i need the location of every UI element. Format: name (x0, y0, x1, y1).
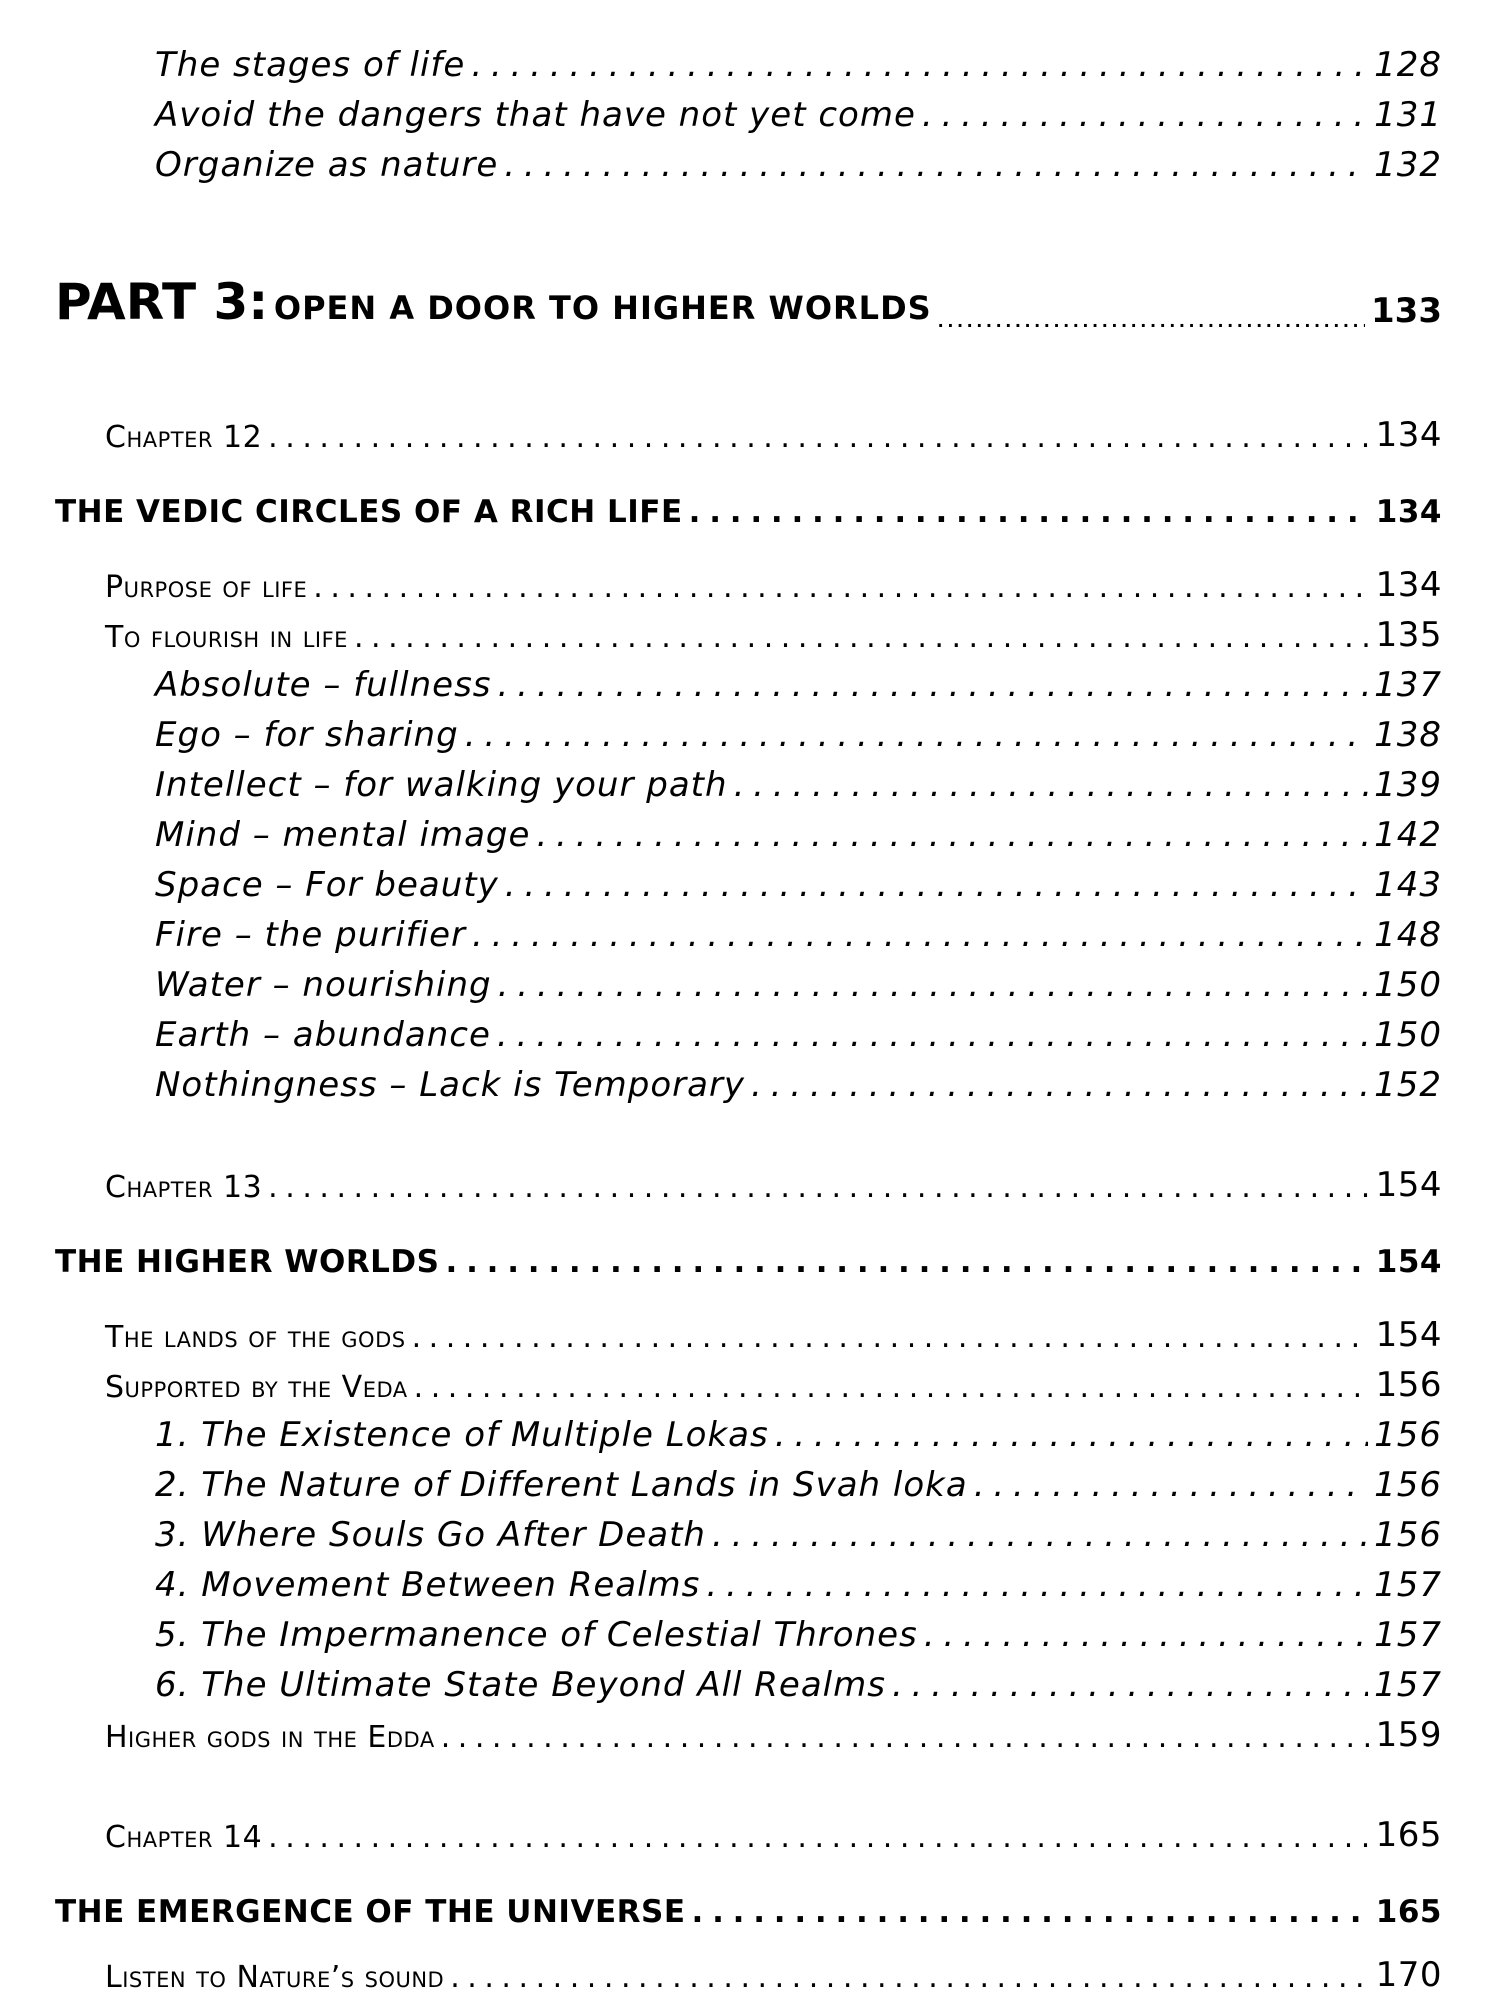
dot-leader (751, 1065, 1368, 1105)
toc-page-number: 156 (1375, 1365, 1442, 1405)
toc-entry-title: 6. The Ultimate State Beyond All Realms (155, 1665, 886, 1705)
toc-page-number: 132 (1374, 145, 1442, 185)
toc-subsection-entry[interactable] (0, 125, 1500, 185)
dot-leader (268, 1170, 1369, 1205)
toc-part-entry[interactable] (0, 265, 1500, 331)
toc-chapter-label-entry[interactable] (0, 395, 1500, 455)
toc-page-number: 137 (1374, 665, 1442, 705)
dot-leader (441, 1720, 1370, 1755)
toc-entry-title: Chapter 12 (105, 420, 263, 455)
toc-page-number: 165 (1375, 1894, 1442, 1930)
toc-page-number: 156 (1374, 1465, 1442, 1505)
toc-entry-title: Supported by the Veda (105, 1370, 408, 1405)
toc-entry-title: Organize as nature (155, 145, 499, 185)
toc-page-number: 128 (1374, 45, 1442, 85)
toc-entry-title: Chapter 13 (105, 1170, 263, 1205)
toc-entry-title: THE HIGHER WORLDS (55, 1244, 440, 1280)
toc-page-number: 154 (1375, 1244, 1442, 1280)
toc-section-entry[interactable] (0, 1935, 1500, 1995)
toc-page-number: 142 (1374, 815, 1442, 855)
toc-page-number: 148 (1374, 915, 1442, 955)
toc-chapter-title-entry[interactable] (0, 470, 1500, 530)
toc-page-number: 150 (1374, 1015, 1442, 1055)
toc-chapter-label-entry[interactable] (0, 1145, 1500, 1205)
toc-page-number: 156 (1374, 1515, 1442, 1555)
toc-page-number: 135 (1375, 615, 1442, 655)
toc-page-number: 159 (1375, 1715, 1442, 1755)
dot-leader (268, 420, 1369, 455)
dot-leader (938, 312, 1365, 331)
toc-page-number: 152 (1374, 1065, 1442, 1105)
toc-entry-title: To flourish in life (105, 620, 348, 655)
toc-entry-title: 4. Movement Between Realms (155, 1565, 701, 1605)
toc-entry-title: Higher gods in the Edda (105, 1720, 435, 1755)
toc-page-number: 157 (1374, 1615, 1442, 1655)
toc-entry-title: Avoid the dangers that have not yet come (155, 95, 916, 135)
toc-entry-title: THE EMERGENCE OF THE UNIVERSE (55, 1894, 686, 1930)
toc-page-number: 134 (1375, 565, 1442, 605)
toc-entry-title: The lands of the gods (105, 1320, 406, 1355)
toc-entry-title: Chapter 14 (105, 1820, 263, 1855)
dot-leader (692, 1894, 1370, 1930)
dot-leader (450, 1960, 1369, 1995)
toc-entry-title: Listen to Nature’s sound (105, 1960, 445, 1995)
toc-entry-title: Ego – for sharing (155, 715, 459, 755)
toc-entry-title: The stages of life (155, 45, 466, 85)
toc-page-number: 154 (1375, 1165, 1442, 1205)
dot-leader (268, 1820, 1369, 1855)
toc-entry-title: Earth – abundance (155, 1015, 491, 1055)
dot-leader (689, 494, 1370, 530)
toc-page-number: 138 (1374, 715, 1442, 755)
toc-page-number: 170 (1375, 1955, 1442, 1995)
toc-page-number: 157 (1374, 1565, 1442, 1605)
toc-entry-title: Water – nourishing (155, 965, 492, 1005)
toc-entry-title: Purpose of life (105, 570, 308, 605)
toc-chapter-title-entry[interactable] (0, 1870, 1500, 1930)
toc-page-number: 165 (1375, 1815, 1442, 1855)
toc-part-prefix: PART 3: (55, 273, 269, 331)
toc-part-title (55, 273, 932, 331)
toc-chapter-title-entry[interactable] (0, 1220, 1500, 1280)
toc-chapter-label-entry[interactable] (0, 1795, 1500, 1855)
toc-part-name: OPEN A DOOR TO HIGHER WORLDS (273, 289, 932, 327)
toc-page-number: 134 (1375, 415, 1442, 455)
toc-entry-title: 1. The Existence of Multiple Lokas (155, 1415, 769, 1455)
toc-page-number: 143 (1374, 865, 1442, 905)
toc-page-number: 157 (1374, 1665, 1442, 1705)
toc-entry-title: Fire – the purifier (155, 915, 466, 955)
toc-entry-title: 3. Where Souls Go After Death (155, 1515, 706, 1555)
toc-entry-title: Absolute – fullness (155, 665, 492, 705)
toc-entry-title: Intellect – for walking your path (155, 765, 728, 805)
dot-leader (504, 145, 1368, 185)
toc-page-number: 139 (1374, 765, 1442, 805)
toc-page-number: 133 (1371, 291, 1442, 331)
toc-subsection-entry[interactable] (0, 1045, 1500, 1105)
dot-leader (446, 1244, 1370, 1280)
toc-entry-title: Space – For beauty (155, 865, 499, 905)
toc-page-number: 154 (1375, 1315, 1442, 1355)
toc-page-number: 156 (1374, 1415, 1442, 1455)
toc-entry-title: 5. The Impermanence of Celestial Thrones (155, 1615, 918, 1655)
toc-section-entry[interactable] (0, 1695, 1500, 1755)
toc-page-number: 134 (1375, 494, 1442, 530)
toc-entry-title: Nothingness – Lack is Temporary (155, 1065, 746, 1105)
toc-entry-title: THE VEDIC CIRCLES OF A RICH LIFE (55, 494, 683, 530)
toc-page-number: 150 (1374, 965, 1442, 1005)
toc-entry-title: 2. The Nature of Different Lands in Svah loka (155, 1465, 968, 1505)
toc-entry-title: Mind – mental image (155, 815, 531, 855)
toc-page-number: 131 (1374, 95, 1442, 135)
